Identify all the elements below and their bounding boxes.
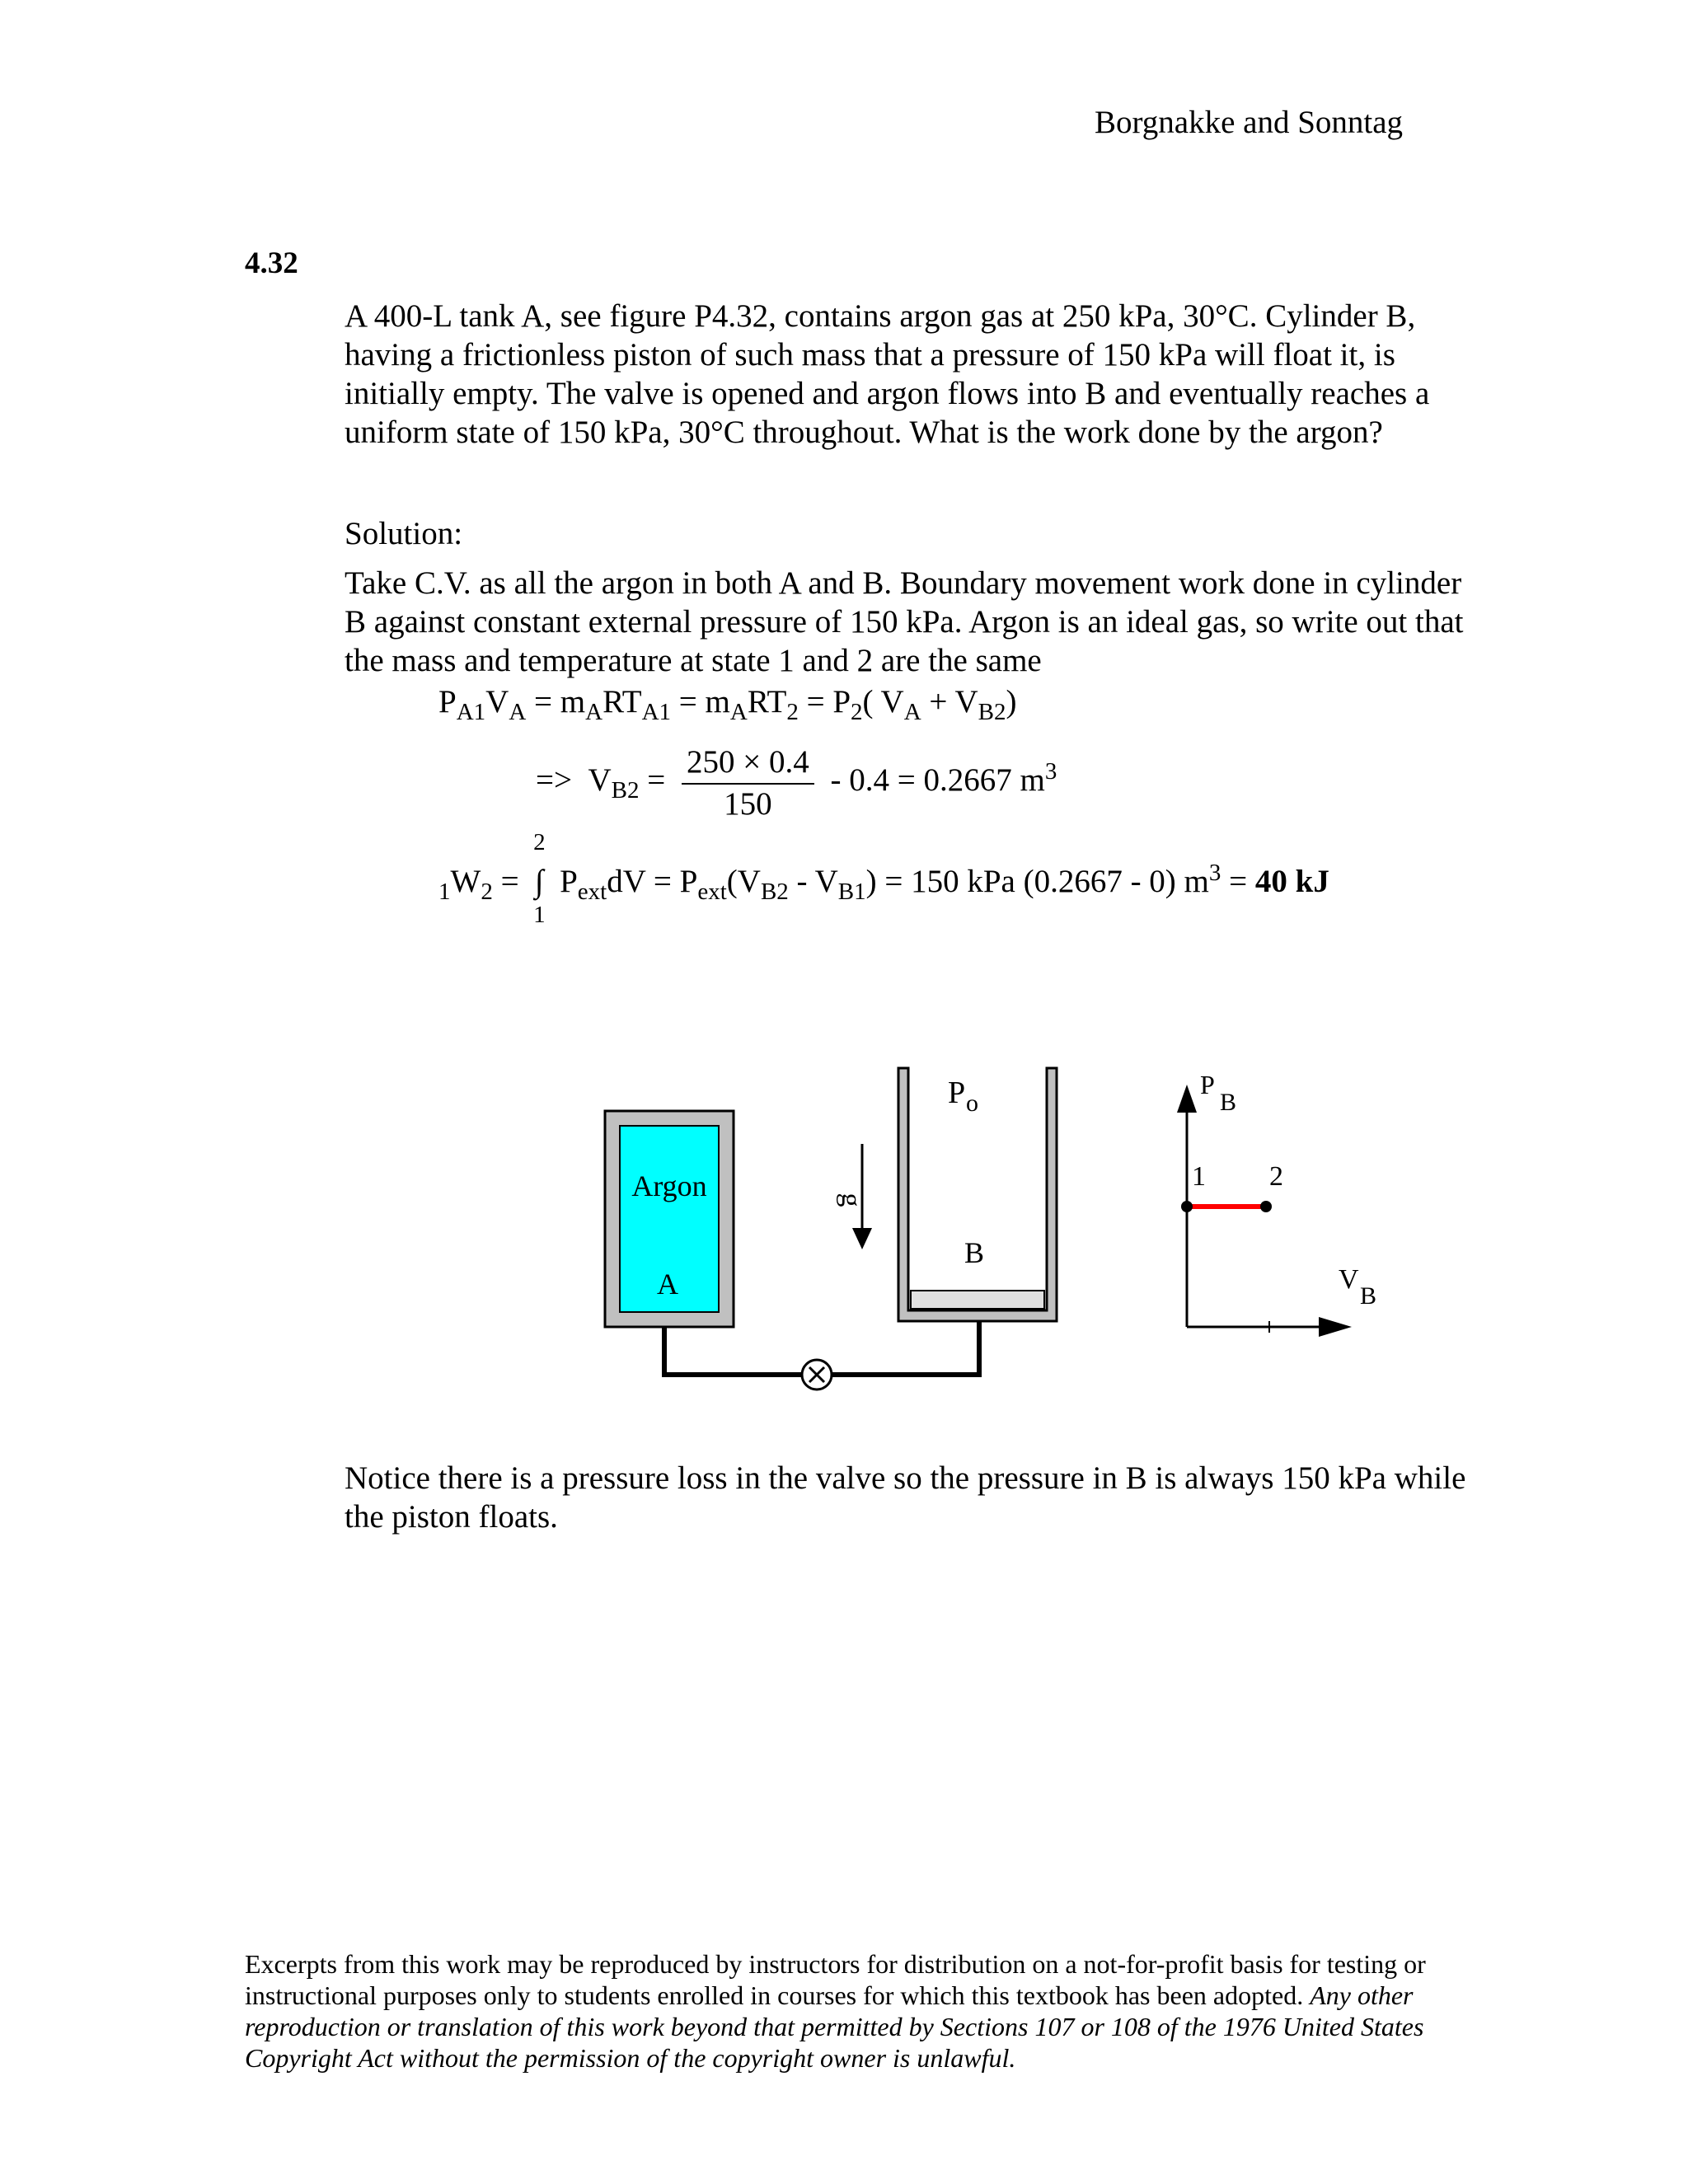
copyright-footer bbox=[245, 1948, 1448, 2074]
problem-statement: A 400-L tank A, see figure P4.32, contains argon gas at 250 kPa, 30°C. Cylinder B, having a frictionless piston of such mass that a pressure of 150 kPa will float it, is initially empty. The valve is opened and argon flows into B and eventually reaches a uniform state of 150 kPa, 30°C throughout. What is the work done by the argon? bbox=[345, 298, 1430, 450]
ambient-pressure-label: P bbox=[948, 1076, 966, 1110]
fraction: $\frac{250 \times 0.4}{150}$ bbox=[682, 746, 814, 820]
notice-paragraph: Notice there is a pressure loss in the valve so the pressure in B is always 150 kPa while the piston floats. bbox=[345, 1460, 1466, 1535]
tank-letter: A bbox=[657, 1268, 678, 1301]
cylinder-letter: B bbox=[964, 1236, 985, 1269]
plot-x-sub: B bbox=[1360, 1282, 1377, 1310]
valve-icon bbox=[802, 1360, 832, 1390]
pipe-right bbox=[832, 1321, 979, 1375]
state-2-label: 2 bbox=[1269, 1161, 1283, 1192]
cylinder-b bbox=[898, 1068, 1057, 1321]
plot-y-label: P bbox=[1200, 1070, 1215, 1099]
state-1-label: 1 bbox=[1192, 1161, 1206, 1192]
plot-y-sub: B bbox=[1220, 1089, 1237, 1116]
footer-italic: Any other reproduction or translation of this work beyond that permitted by Sections 107 or 108 of the 1976 United States Copyright Act without the permission of the copyright owner is unlawful. bbox=[245, 1980, 1424, 2073]
equation-volume-b2: => $V_{B2}$ = $\frac{250 \times 0.4}{150}$ - 0.4 = 0.2667 $m^3$ bbox=[536, 744, 1057, 822]
footer-normal: Excerpts from this work may be reproduced by instructors for distribution on a not-for-profit basis for testing or instructional purposes only to students enrolled in courses for which this textbook has been adopted. bbox=[245, 1949, 1426, 2010]
state-1-point bbox=[1181, 1201, 1193, 1212]
tank-label: Argon bbox=[631, 1169, 707, 1202]
problem-number: 4.32 bbox=[245, 246, 298, 280]
gravity-label: g bbox=[836, 1193, 866, 1207]
piston bbox=[911, 1291, 1044, 1309]
equation-work: $_1W_2$ = 2 ∫ 1 $P_{ext}dV = P_{ext}(V_{B2} - V_{B1}) = 150$ kPa (0.2667 - 0) $m^3 = 40$ kJ bbox=[438, 829, 1329, 928]
x-axis-arrow-icon bbox=[1319, 1317, 1352, 1337]
y-axis-arrow-icon bbox=[1177, 1085, 1197, 1113]
solution-intro: Take C.V. as all the argon in both A and B. Boundary movement work done in cylinder B against constant external pressure of 150 kPa. Argon is an ideal gas, so write out that the mass and temperature at state 1 and 2 are the same bbox=[345, 565, 1464, 678]
equation-ideal-gas: $P_{A1}V_A = m_ART_{A1} = m_ART_2 = P_2$( $V_A + V_{B2}$) bbox=[438, 684, 1017, 725]
state-2-point bbox=[1260, 1201, 1272, 1212]
integral-sign: 2 ∫ 1 bbox=[533, 829, 546, 928]
ambient-pressure-sub: o bbox=[966, 1090, 978, 1117]
pv-diagram bbox=[1177, 1070, 1376, 1337]
tank-a bbox=[605, 1111, 734, 1327]
plot-x-label: V bbox=[1339, 1264, 1359, 1295]
running-head: Borgnakke and Sonntag bbox=[1095, 105, 1404, 140]
solution-label: Solution: bbox=[345, 516, 463, 551]
pipe-left bbox=[664, 1327, 802, 1375]
